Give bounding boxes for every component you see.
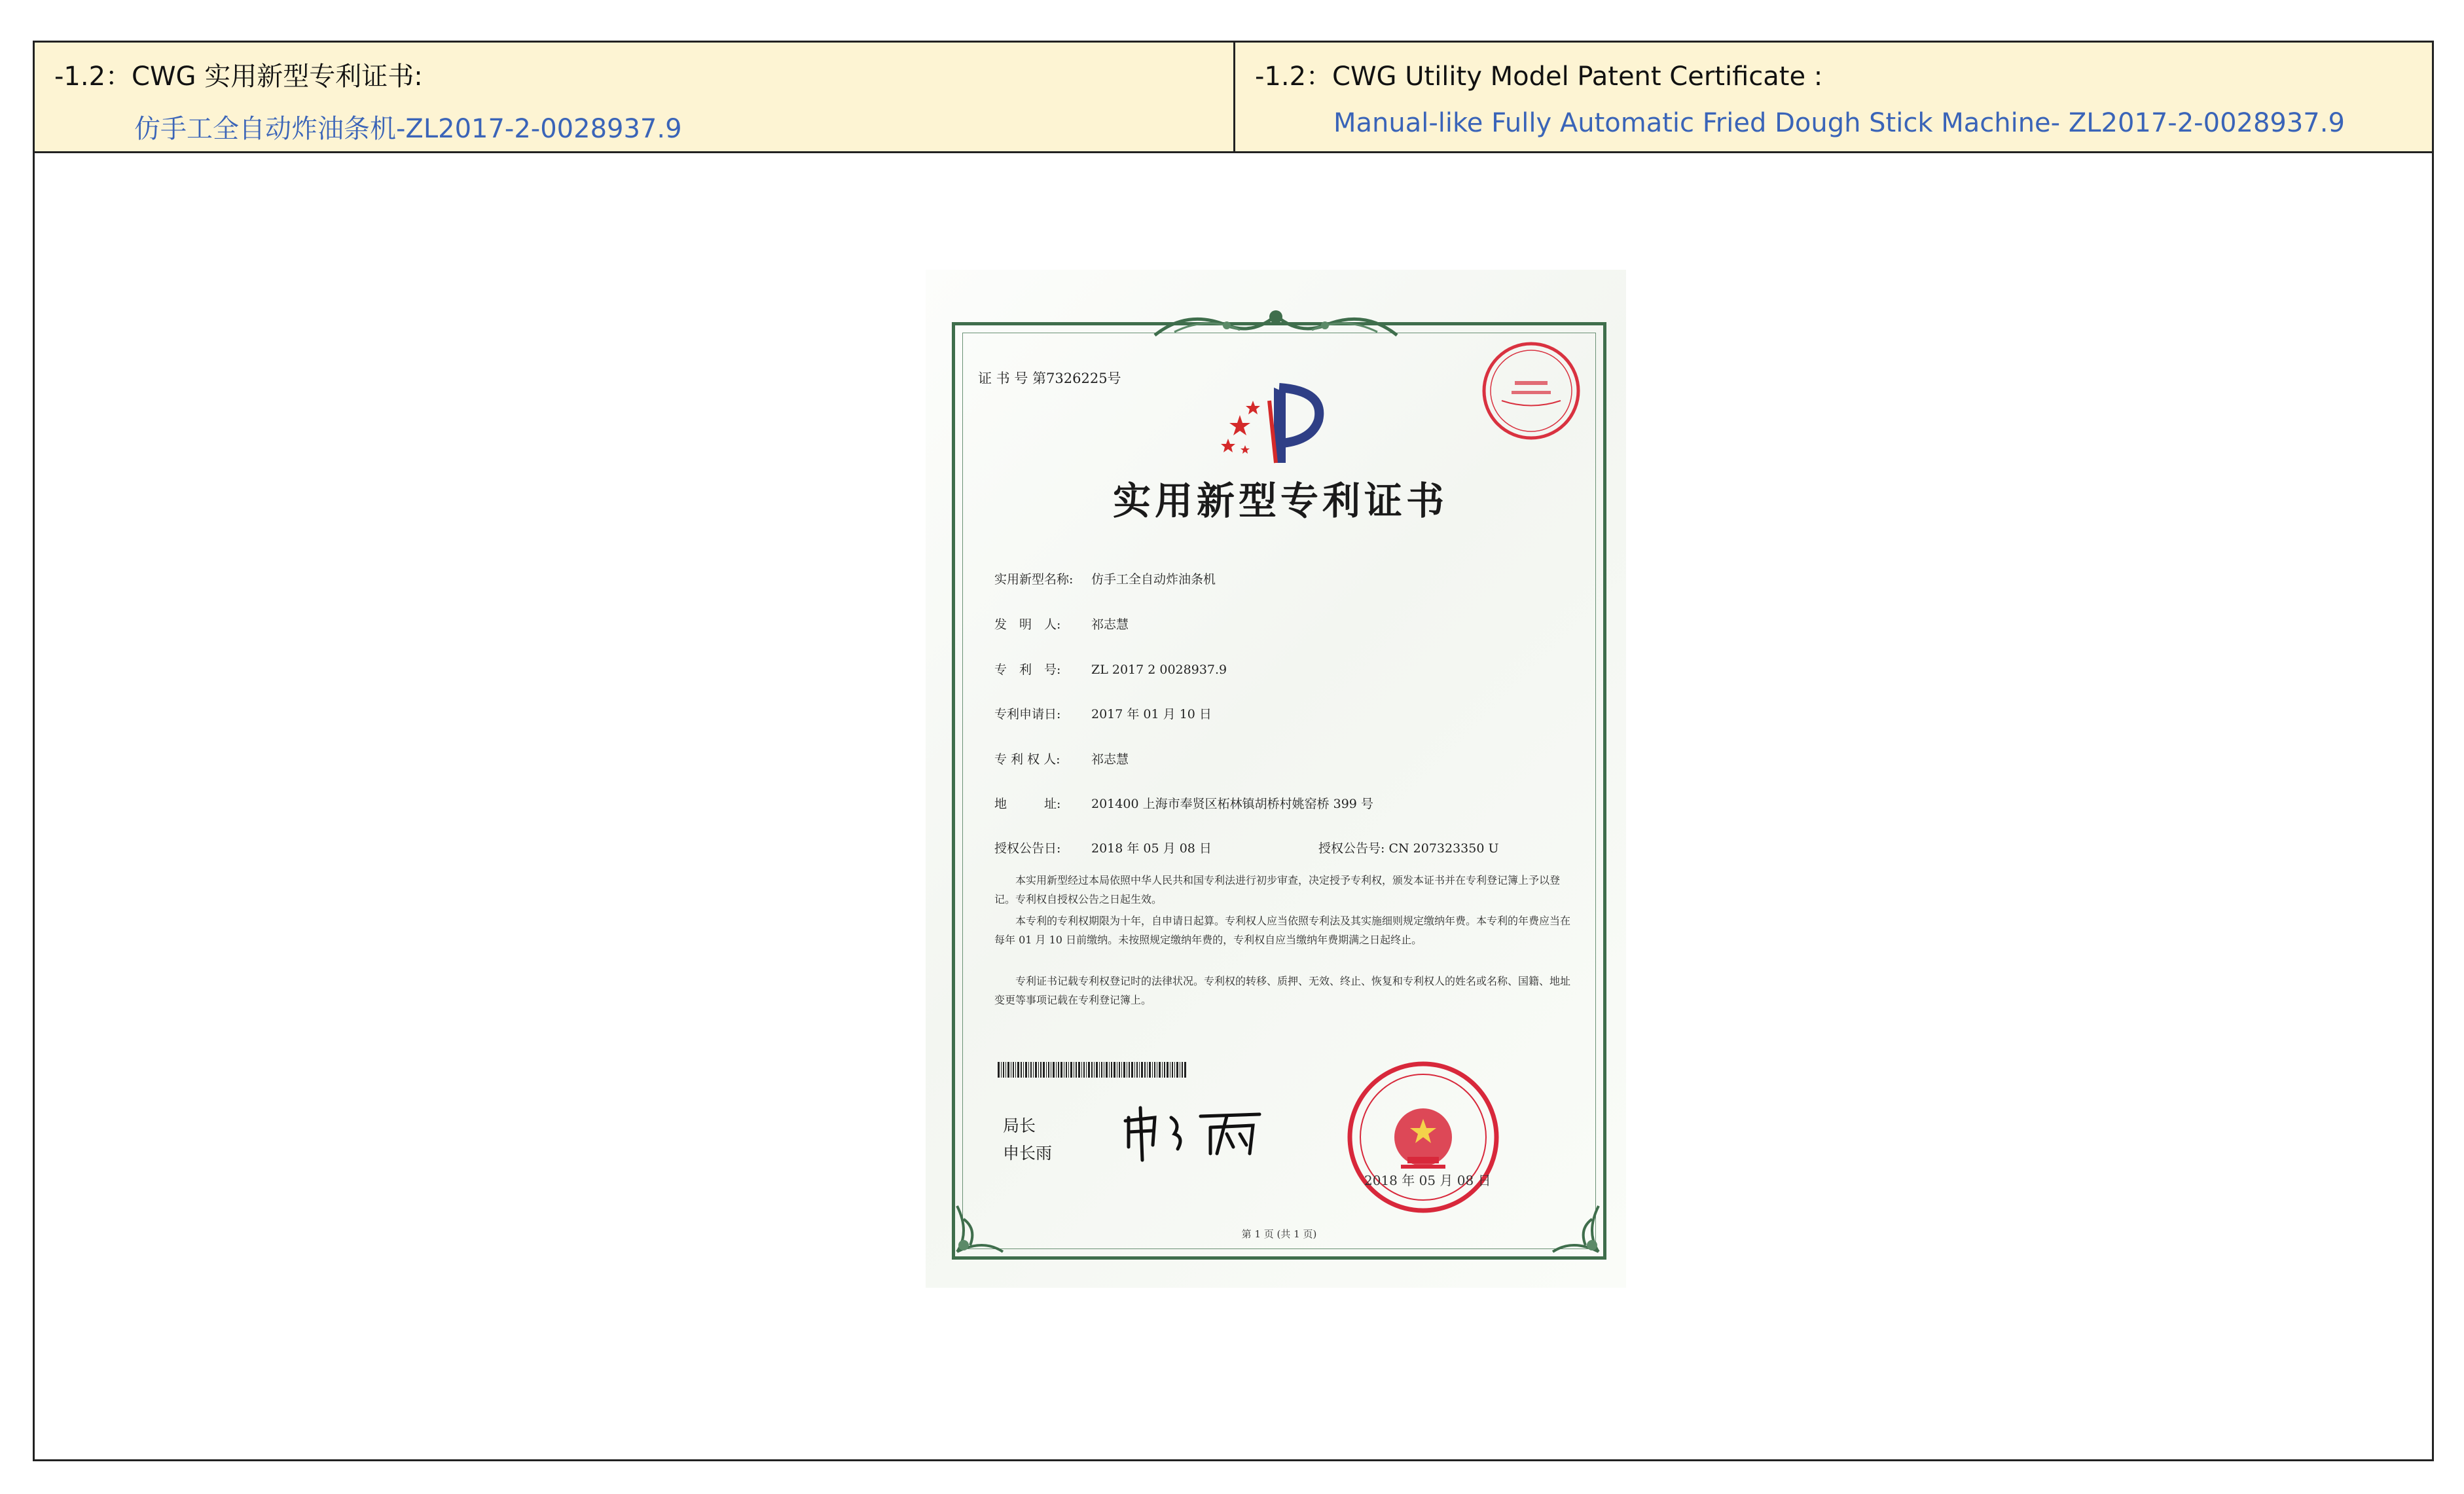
field-inventor	[994, 615, 1129, 632]
field-label: 发 明 人:	[994, 617, 1061, 632]
field-label: 地 址:	[994, 797, 1061, 811]
field-label: 专 利 号:	[994, 663, 1061, 677]
handwritten-signature-icon	[1119, 1098, 1276, 1163]
field-value: CN 207323350 U	[1388, 841, 1499, 856]
header-cell-english	[1235, 43, 2434, 151]
field-patent-number	[994, 660, 1227, 678]
certificate-title: 实用新型专利证书	[1112, 479, 1448, 523]
header-title-english: -1.2：CWG Utility Model Patent Certificate :	[1255, 62, 1823, 92]
field-announcement-number	[1318, 839, 1499, 856]
field-utility-model-name	[994, 570, 1216, 587]
certificate-number: 证 书 号 第7326225号	[978, 371, 1121, 386]
field-label: 专利申请日:	[994, 707, 1061, 721]
top-ornament-icon	[1148, 296, 1404, 348]
field-label: 实用新型名称:	[994, 572, 1074, 587]
field-value: ZL 2017 2 0028937.9	[1091, 663, 1227, 677]
director-name: 申长雨	[1003, 1144, 1053, 1163]
field-value: 仿手工全自动炸油条机	[1091, 572, 1216, 587]
corner-ornament-icon	[951, 1199, 1009, 1258]
field-value: 2017 年 01 月 10 日	[1091, 707, 1212, 721]
patent-certificate-image	[926, 270, 1626, 1288]
field-label: 专 利 权 人:	[994, 752, 1060, 767]
field-value: 2018 年 05 月 08 日	[1091, 841, 1212, 856]
field-address	[994, 794, 1373, 812]
certificate-paragraph: 本专利的专利权期限为十年，自申请日起算。专利权人应当依照专利法及其实施细则规定缴纳年费。本专利的年费应当在每年 01 月 10 日前缴纳。未按照规定缴纳年费的，专利权自应当缴纳年费期满之日起终止。	[994, 915, 1571, 946]
corner-ornament-icon	[1546, 1199, 1605, 1258]
field-value: 祁志慧	[1091, 752, 1129, 767]
header-title-chinese: -1.2：CWG 实用新型专利证书:	[54, 62, 423, 92]
header-row	[35, 43, 2432, 153]
header-cell-chinese	[35, 43, 1235, 151]
header-subtitle-chinese: 仿手工全自动炸油条机-ZL2017-2-0028937.9	[134, 114, 682, 144]
field-value: 201400 上海市奉贤区柘林镇胡桥村姚窑桥 399 号	[1091, 797, 1373, 811]
field-application-date	[994, 704, 1212, 722]
seal-date: 2018 年 05 月 08 日	[1364, 1173, 1491, 1188]
field-value: 祁志慧	[1091, 617, 1129, 632]
agency-stamp-icon	[1476, 335, 1587, 446]
patent-office-logo-icon	[1214, 374, 1332, 466]
header-subtitle-english: Manual-like Fully Automatic Fried Dough Stick Machine- ZL2017-2-0028937.9	[1333, 108, 2345, 138]
field-label: 授权公告号:	[1318, 841, 1385, 856]
national-ip-office-seal-icon	[1345, 1059, 1502, 1216]
field-patentee	[994, 750, 1129, 767]
director-label: 局长	[1003, 1117, 1036, 1135]
certificate-paragraph: 本实用新型经过本局依照中华人民共和国专利法进行初步审查，决定授予专利权，颁发本证书并在专利登记簿上予以登记。专利权自授权公告之日起生效。	[994, 874, 1561, 905]
page-number: 第 1 页 (共 1 页)	[1241, 1228, 1317, 1240]
field-label: 授权公告日:	[994, 841, 1061, 856]
field-grant-date	[994, 839, 1212, 856]
barcode-icon	[998, 1062, 1186, 1078]
certificate-paragraph: 专利证书记载专利权登记时的法律状况。专利权的转移、质押、无效、终止、恢复和专利权人的姓名或名称、国籍、地址变更等事项记载在专利登记簿上。	[994, 975, 1571, 1006]
